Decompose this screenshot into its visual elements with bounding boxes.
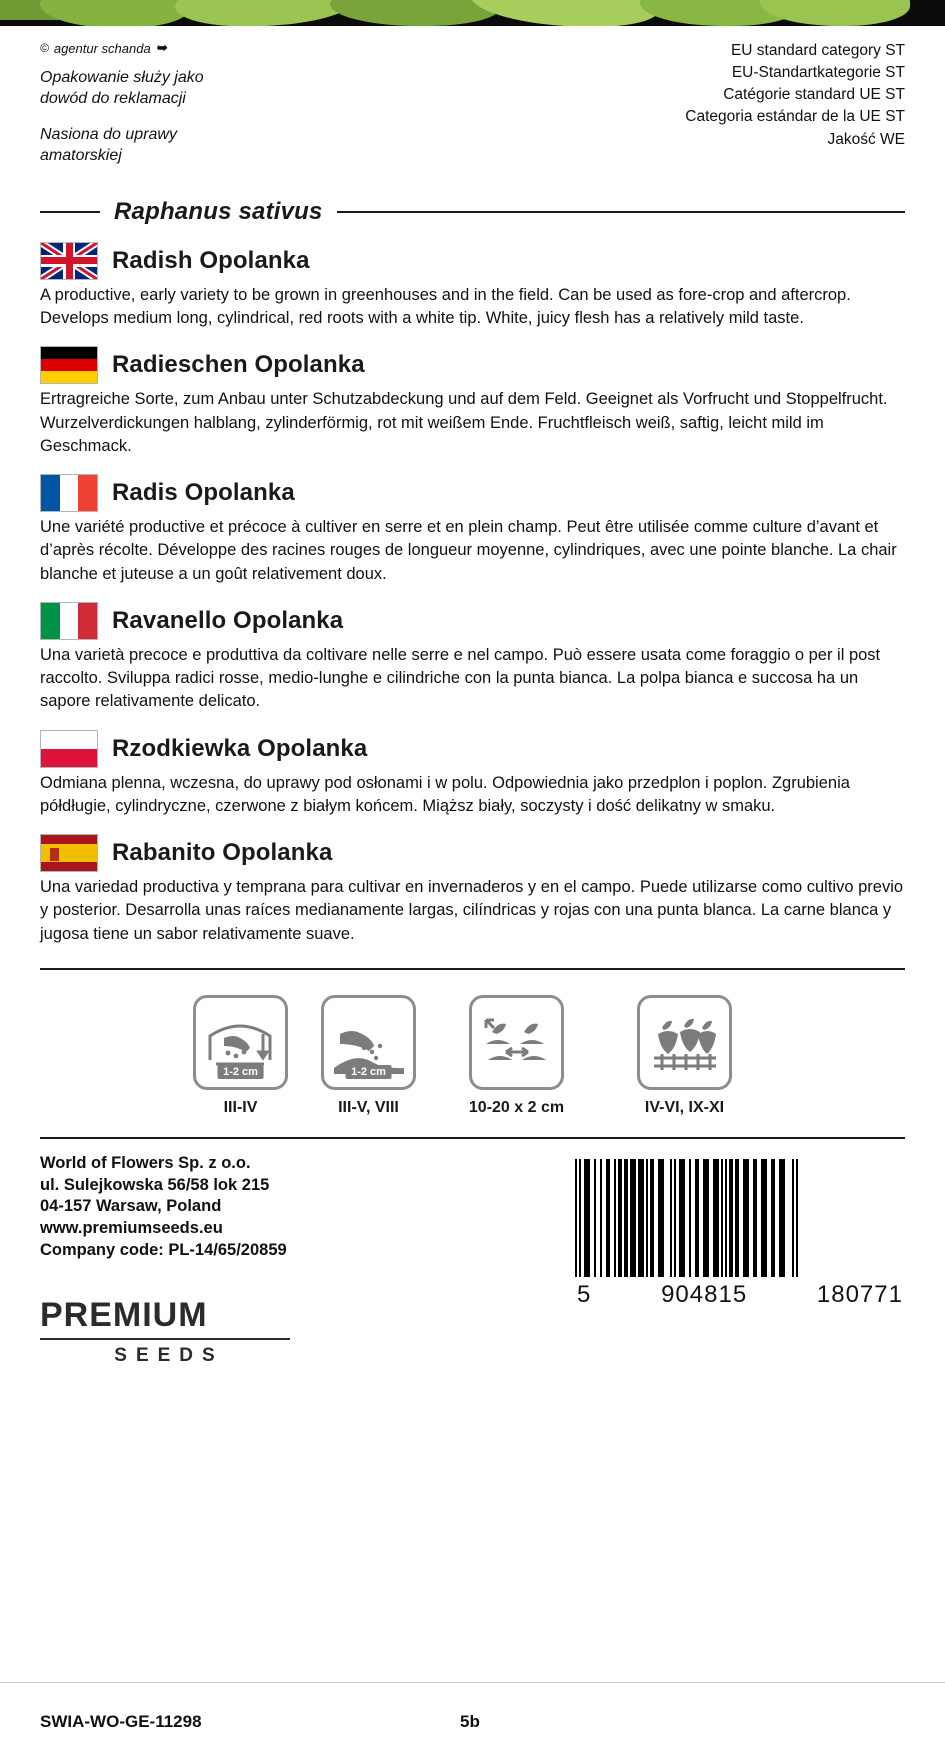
flag-poland-icon [40,730,98,768]
botanical-name-row [40,198,905,226]
packet-back-page [0,26,945,1760]
brand-logo [40,1295,290,1367]
company-city: 04-157 Warsaw, Poland [40,1197,222,1216]
barcode-digits [575,1281,905,1309]
barcode-digits-group1: 904815 [661,1280,748,1308]
variety-title-fr: Radis Opolanka [112,479,295,506]
cultivation-pictograms [40,995,905,1117]
product-photo-strip [0,0,945,26]
rule-left [40,211,100,213]
barcode-ean13 [575,1159,905,1277]
variety-description-pl: Odmiana plenna, wczesna, do uprawy pod osłonami i w polu. Odpowiednia jako przedplon i poplon. Zgrubienia półdługie, cylindryczne, czerwone z białym końcem. Miąższ biały, soczysty i dość delikatny w smaku. [40,773,850,815]
sow-under-cover-icon [193,995,288,1090]
packaging-notice-line-3: Nasiona do uprawy [40,125,177,143]
variety-description-es: Una variedad productiva y temprana para cultivar en invernaderos y en el campo. Puede utilizarse como cultivo previo y posterior. Desarrolla unas raíces medianamente largas, cilíndricas y rojas con una punta blanca. La carne blanca y jugosa tiene un sabor relativamente suave. [40,878,904,943]
language-heading-en [40,242,905,280]
language-block-it [40,602,905,714]
eu-standard-fr: Catégorie standard UE ST [723,86,905,104]
pictogram-caption-2: III-V, VIII [338,1098,399,1116]
variety-description-it: Una varietà precoce e produttiva da coltivare nelle serre e nel campo. Può essere usata come foraggio o per il post raccolto. Sviluppa radici rosse, medio-lunghe e cilindriche con la punta bianca. La polpa bianca e succosa ha un sapore relativamente delicato. [40,645,881,711]
eu-standard-list [685,40,905,151]
language-heading-de [40,346,905,384]
eu-standard-pl: Jakość WE [827,130,905,148]
spacing-icon [469,995,564,1090]
company-name: World of Flowers Sp. z o.o. [40,1153,251,1172]
rule-right [337,211,905,213]
variety-title-it: Ravanello Opolanka [112,606,344,634]
flag-united-kingdom-icon [40,242,98,280]
flag-spain-icon [40,834,98,872]
variety-title-de: Radieschen Opolanka [112,351,365,379]
sowing-depth-label-2: 1-2 cm [345,1065,392,1079]
pictogram-caption-4: IV-VI, IX-XI [644,1098,725,1116]
language-heading-it [40,602,905,640]
variety-description-de: Ertragreiche Sorte, zum Anbau unter Schutzabdeckung und auf dem Feld. Geeignet als Vorfrucht und Stoppelfrucht. Wurzelverdickungen halblang, zylinderförmig, rot mit weißem Ende. Fruchtfleisch weiß, saftig, leicht mild im Geschmack. [40,390,888,455]
article-code: SWIA-WO-GE-11298 [40,1711,202,1731]
eu-standard-es: Categoria estándar de la UE ST [685,108,905,126]
company-website[interactable]: www.premiumseeds.eu [40,1219,223,1238]
packaging-notice-line-2: dowód do reklamacji [40,90,186,108]
variety-title-es: Rabanito Opolanka [112,839,333,866]
language-block-pl [40,730,905,819]
pictogram-caption-1: III-IV [223,1098,258,1116]
flag-germany-icon [40,346,98,384]
pictogram-harvest [615,995,755,1117]
language-block-en [40,242,905,331]
copyright-text: agentur schanda [53,40,151,56]
brand-primary: PREMIUM [40,1295,208,1334]
barcode-digits-group2: 180771 [816,1280,903,1308]
swoosh-icon: ➥ [155,40,167,55]
variety-title-en: Radish Opolanka [112,246,310,274]
barcode-area [575,1153,905,1309]
variety-description-en: A productive, early variety to be grown in greenhouses and in the field. Can be used as fore-crop and aftercrop. Develops medium long, cylindrical, red roots with a white tip. White, juicy flesh has a relatively mild taste. [40,285,851,327]
brand-rule [40,1338,290,1340]
section-divider [40,968,905,970]
variety-description-fr: Une variété productive et précoce à cultiver en serre et en plein champ. Peut être utilisée comme culture d’avant et d’après récolte. Développe des racines rouges de longueur moyenne, cylindriques, avec une pointe blanche. La chair blanche et juteuse a un goût relativement doux. [40,518,897,583]
sow-outdoors-icon [321,995,416,1090]
packaging-notice-line-4: amatorskiej [40,147,122,165]
leaf-decor [40,0,190,26]
variety-title-pl: Rzodkiewka Opolanka [112,734,368,762]
botanical-name: Raphanus sativus [114,197,323,225]
leaf-decor [469,0,661,26]
language-block-fr [40,474,905,586]
copyright-line [40,40,460,56]
brand-secondary: SEEDS [114,1344,224,1366]
language-block-es [40,834,905,946]
eu-standard-en: EU standard category ST [730,42,905,59]
language-block-de [40,346,905,458]
pictogram-spacing [447,995,587,1117]
pictogram-sow-outdoors [319,995,419,1117]
pictogram-caption-3: 10-20 x 2 cm [468,1098,565,1116]
bottom-bar [0,1682,945,1760]
footer [40,1137,905,1367]
sowing-depth-label-1: 1-2 cm [217,1065,264,1079]
harvest-icon [637,995,732,1090]
header-left [40,40,460,167]
company-info [40,1153,470,1367]
flag-france-icon [40,474,98,512]
company-street: ul. Sulejkowska 56/58 lok 215 [40,1175,270,1194]
language-heading-pl [40,730,905,768]
packaging-notice-line-1: Opakowanie służy jako [40,69,204,86]
barcode-digit-first: 5 [577,1280,592,1308]
leaf-decor [760,0,910,26]
header [40,26,905,167]
flag-italy-icon [40,602,98,640]
page-number: 5b [460,1711,480,1731]
language-heading-fr [40,474,905,512]
language-heading-es [40,834,905,872]
company-code: Company code: PL-14/65/20859 [40,1240,287,1259]
pictogram-sow-under-cover [191,995,291,1117]
eu-standard-de: EU-Standartkategorie ST [731,64,905,82]
copyright-icon: © [40,41,49,55]
